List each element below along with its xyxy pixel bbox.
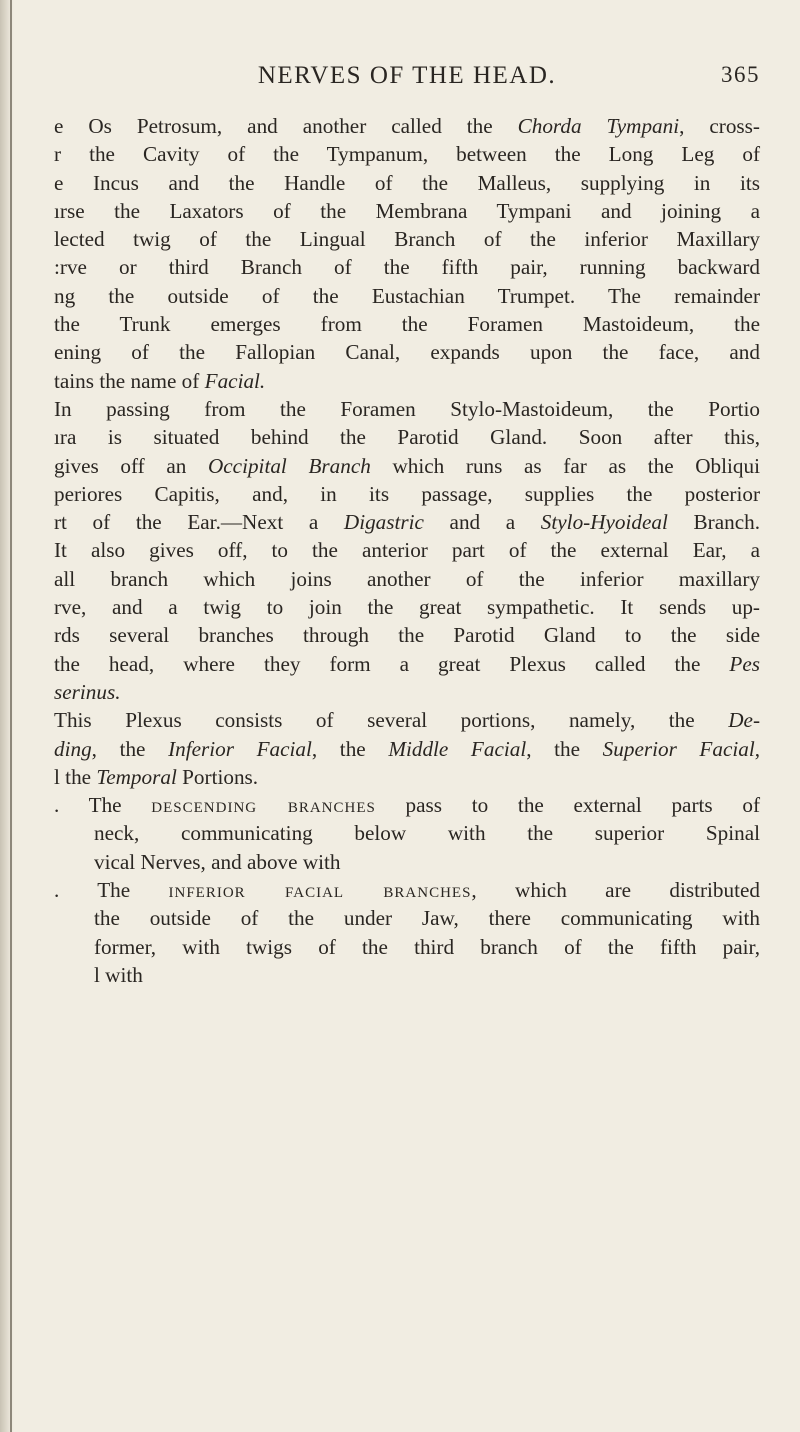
text-line (54, 763, 760, 791)
text-run: ırse the Laxators of the Membrana Tympani and joining a (54, 198, 760, 223)
text-run: , the (526, 736, 603, 761)
text-line (54, 904, 760, 932)
text-line (54, 140, 760, 168)
text-run: rds several branches through the Parotid Gland to the side (54, 623, 760, 648)
text-run: rt of the Ear.—Next a (54, 510, 344, 535)
text-run: periores Capitis, and, in its passage, supplies the posterior (54, 481, 760, 506)
text-run: It also gives off, to the anterior part of the external Ear, a (54, 538, 760, 563)
text-run: former, with twigs of the third branch of the fifth pair, (94, 934, 760, 959)
italic-term: Inferior Facial (168, 736, 312, 761)
text-line (54, 791, 760, 819)
text-line (54, 338, 760, 366)
italic-term: Stylo-Hyoideal (540, 510, 668, 535)
text-line (54, 508, 760, 536)
text-line (54, 367, 760, 395)
text-run: :rve or third Branch of the fifth pair, running backward (54, 255, 760, 280)
text-run: , the (311, 736, 389, 761)
text-run: . The (54, 878, 169, 903)
text-run: ng the outside of the Eustachian Trumpet. The remainder (54, 283, 760, 308)
text-run: tains the name of (54, 368, 205, 393)
text-line (54, 253, 760, 281)
text-line (54, 282, 760, 310)
text-run: l with (94, 962, 143, 987)
text-run: the outside of the under Jaw, there communicating with (94, 906, 760, 931)
italic-term: Chorda Tympani (517, 114, 680, 138)
text-line (54, 593, 760, 621)
text-run: Portions. (176, 764, 259, 789)
text-line (54, 112, 760, 140)
text-run: all branch which joins another of the inferior maxillary (54, 566, 760, 591)
body-text (54, 112, 760, 989)
text-line (54, 961, 760, 989)
text-run: . The (54, 793, 152, 818)
text-run: , which are distributed (471, 878, 760, 903)
text-run: l the (54, 764, 97, 789)
text-run: e Os Petrosum, and another called the (54, 114, 518, 138)
text-line (54, 876, 760, 904)
italic-term: De- (728, 708, 760, 733)
text-run: e Incus and the Handle of the Malleus, supplying in its (54, 170, 760, 195)
text-run: neck, communicating below with the superior Spinal (94, 821, 760, 846)
text-run: rve, and a twig to join the great sympathetic. It sends up- (54, 595, 760, 620)
text-run: which runs as far as the Obliqui (370, 453, 761, 478)
text-line (54, 225, 760, 253)
text-run: ıra is situated behind the Parotid Gland. Soon after this, (54, 425, 760, 450)
text-run: the head, where they form a great Plexus called the (54, 651, 730, 676)
page-number: 365 (721, 62, 760, 87)
text-run: , the (91, 736, 169, 761)
italic-term: serinus. (54, 679, 121, 704)
text-run: , cross- (679, 114, 760, 138)
text-run: vical Nerves, and above with (94, 849, 341, 874)
italic-term: Occipital Branch (207, 453, 371, 478)
italic-term: ding (54, 736, 92, 761)
text-line (54, 706, 760, 734)
text-line (54, 395, 760, 423)
text-line (54, 310, 760, 338)
text-line (54, 678, 760, 706)
small-caps-term: descending branches (151, 793, 376, 818)
text-run: Branch. (667, 510, 760, 535)
text-line (54, 169, 760, 197)
text-run: This Plexus consists of several portions, namely, the (54, 708, 729, 733)
text-line (54, 536, 760, 564)
text-line (54, 819, 760, 847)
italic-term: Facial. (204, 368, 266, 393)
book-binding-edge (10, 0, 12, 1432)
text-run: the Trunk emerges from the Foramen Mastoideum, the (54, 312, 760, 337)
small-caps-term: inferior facial branches (168, 878, 472, 903)
text-line (54, 197, 760, 225)
text-run: ening of the Fallopian Canal, expands upon the face, and (54, 340, 760, 365)
text-line (54, 621, 760, 649)
italic-term: Pes (729, 651, 760, 676)
text-run: gives off an (54, 453, 208, 478)
text-line (54, 452, 760, 480)
italic-term: Digastric (343, 510, 424, 535)
text-run: In passing from the Foramen Stylo-Mastoideum, the Portio (54, 396, 760, 421)
text-line (54, 423, 760, 451)
text-line (54, 933, 760, 961)
running-title: NERVES OF THE HEAD. (257, 62, 557, 89)
text-run: and a (423, 510, 541, 535)
italic-term: Superior Facial (602, 736, 755, 761)
text-run: pass to the external parts of (375, 793, 760, 818)
text-line (54, 650, 760, 678)
running-header (54, 62, 760, 102)
text-line (54, 565, 760, 593)
text-run: lected twig of the Lingual Branch of the inferior Maxillary (54, 227, 760, 252)
text-line (54, 848, 760, 876)
italic-term: Temporal (96, 764, 177, 789)
italic-term: Middle Facial (388, 736, 527, 761)
text-line (54, 480, 760, 508)
text-run: , (754, 736, 761, 761)
book-page (54, 62, 760, 989)
text-line (54, 735, 760, 763)
text-run: r the Cavity of the Tympanum, between the Long Leg of (54, 142, 760, 167)
